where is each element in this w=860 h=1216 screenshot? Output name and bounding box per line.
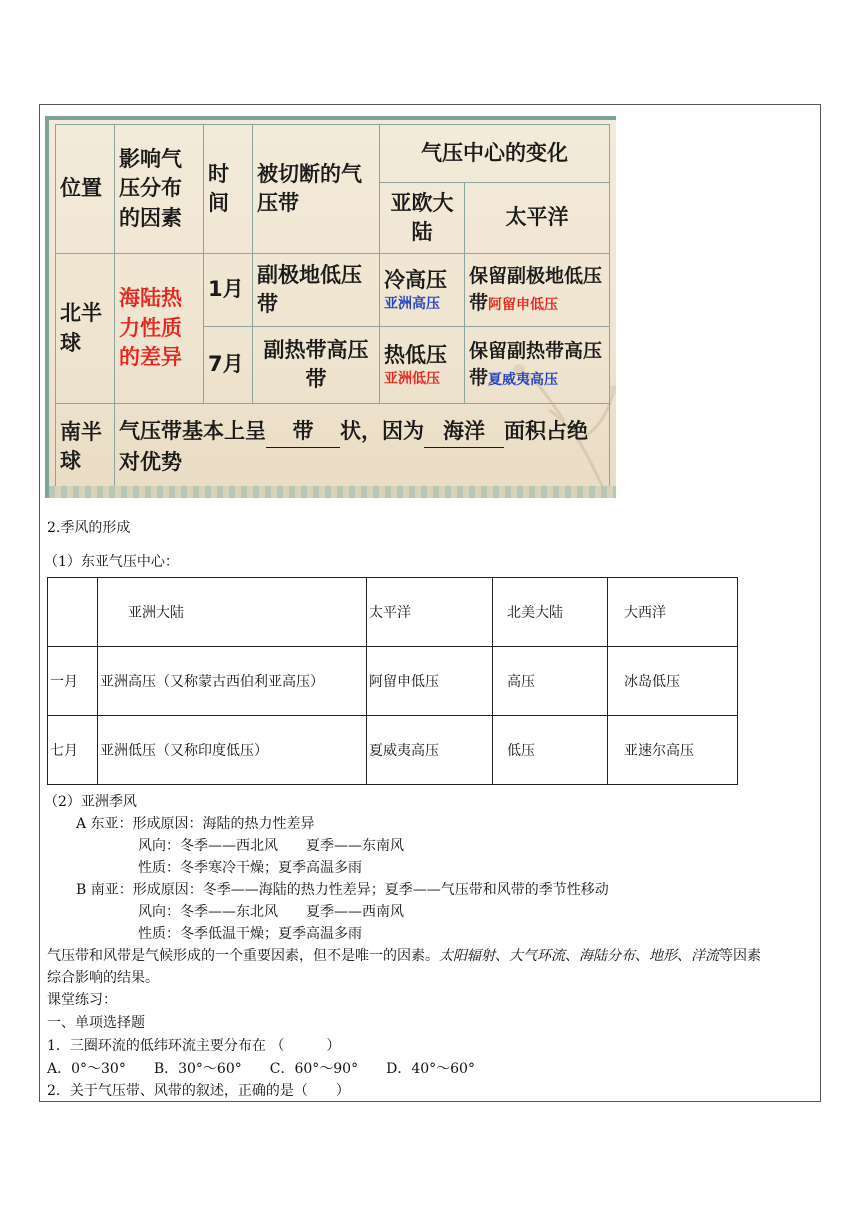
header-eurasia: 亚欧大陆 [380, 183, 465, 254]
header-pressure-center: 气压中心的变化 [380, 125, 610, 183]
part1-title: 一、单项选择题 [47, 1015, 145, 1031]
header-pacific: 太平洋 [465, 183, 610, 254]
summary-text: 气压带和风带是气候形成的一个重要因素，但不是唯一的因素。 [47, 948, 439, 964]
jul-atlantic-value: 亚速尔高压 [608, 716, 738, 785]
question-2: 2．关于气压带、风带的叙述，正确的是（ ） [47, 1083, 350, 1099]
time-january: 1月 [204, 254, 253, 327]
pressure-center-table [55, 124, 610, 491]
header-pacific-ocean: 太平洋 [367, 578, 493, 647]
jul-cut-belt: 副热带高压带 [253, 327, 380, 404]
jul-pacific-value: 保留副热带高压带 [469, 340, 603, 389]
jul-asia-value: 亚洲低压（又称印度低压） [98, 716, 367, 785]
south-asia-nature: 性质：冬季低温干燥；夏季高温多雨 [138, 926, 362, 942]
factor-land-sea-distribution: 海陆分布 [579, 948, 635, 964]
row-january: 一月 [48, 647, 98, 716]
slide-image [45, 116, 616, 498]
factor-ocean-currents: 洋流 [691, 948, 719, 964]
south-text-3: 面积占绝对优势 [119, 419, 588, 474]
separator: 、 [635, 948, 649, 964]
header-empty [48, 578, 98, 647]
row-south-hemisphere: 南半球 [56, 404, 115, 491]
jul-pacific-cell [465, 327, 610, 404]
table-row [48, 647, 738, 716]
header-factor: 影响气压分布的因素 [115, 125, 204, 254]
south-blank-1: 带 [266, 417, 340, 447]
jan-cut-belt: 副极地低压带 [253, 254, 380, 327]
section2-title: 2.季风的形成 [47, 520, 131, 536]
table-row [48, 716, 738, 785]
jul-pacific-note: 夏威夷高压 [488, 372, 559, 388]
south-text-1: 气压带基本上呈 [119, 419, 266, 444]
jan-pacific-note: 阿留申低压 [488, 297, 559, 313]
time-july: 7月 [204, 327, 253, 404]
header-north-america: 北美大陆 [493, 578, 608, 647]
jan-asia-value: 亚洲高压（又称蒙古西伯利亚高压） [98, 647, 367, 716]
question-1-options: A．0°～30° B．30°～60° C．60°～90° D．40°～60° [47, 1061, 475, 1077]
exercise-title: 课堂练习： [47, 992, 117, 1008]
factor-atmospheric-circulation: 大气环流 [509, 948, 565, 964]
south-asia-cause: B 南亚：形成原因：冬季——海陆的热力性差异；夏季——气压带和风带的季节性移动 [76, 882, 609, 898]
separator: 、 [565, 948, 579, 964]
separator: 、 [677, 948, 691, 964]
jul-north-america-value: 低压 [493, 716, 608, 785]
summary-line-2: 综合影响的结果。 [47, 970, 159, 986]
row-north-hemisphere: 北半球 [56, 254, 115, 404]
factor-land-sea: 海陆热力性质的差异 [115, 254, 204, 404]
slide-bottom-band [49, 486, 616, 498]
question-1: 1．三圈环流的低纬环流主要分布在 （ ） [47, 1038, 341, 1054]
summary-line-1 [47, 946, 761, 966]
header-atlantic: 大西洋 [608, 578, 738, 647]
south-blank-2: 海洋 [424, 417, 504, 447]
separator: 、 [495, 948, 509, 964]
jan-pacific-value: 阿留申低压 [367, 647, 493, 716]
east-asia-cause: A 东亚：形成原因：海陆的热力性差异 [76, 816, 315, 832]
header-position: 位置 [56, 125, 115, 254]
header-time: 时间 [204, 125, 253, 254]
jan-pacific-value: 保留副极地低压带 [469, 265, 603, 314]
header-asia-continent: 亚洲大陆 [98, 578, 367, 647]
jan-north-america-value: 高压 [493, 647, 608, 716]
jul-eurasia-note: 亚洲低压 [384, 370, 440, 387]
jul-eurasia-cell [380, 327, 465, 404]
east-asia-pressure-table [47, 577, 738, 785]
summary-text-end: 等因素 [719, 948, 761, 964]
east-asia-nature: 性质：冬季寒冷干燥；夏季高温多雨 [138, 860, 362, 876]
east-asia-wind: 风向：冬季——西北风 夏季——东南风 [138, 838, 404, 854]
factor-terrain: 地形 [649, 948, 677, 964]
sub1-title: （1）东亚气压中心： [44, 554, 179, 570]
south-asia-wind: 风向：冬季——东北风 夏季——西南风 [138, 904, 404, 920]
jan-eurasia-value: 冷高压 [384, 267, 447, 292]
factor-solar-radiation: 太阳辐射 [439, 948, 495, 964]
header-cut-belt: 被切断的气压带 [253, 125, 380, 254]
south-text-2: 状，因为 [340, 419, 424, 444]
row-july: 七月 [48, 716, 98, 785]
table-row [48, 578, 738, 647]
jul-eurasia-value: 热低压 [384, 342, 447, 367]
south-description [115, 404, 610, 491]
sub2-title: （2）亚洲季风 [44, 794, 137, 810]
jan-pacific-cell [465, 254, 610, 327]
jan-eurasia-cell [380, 254, 465, 327]
jan-atlantic-value: 冰岛低压 [608, 647, 738, 716]
jul-pacific-value: 夏威夷高压 [367, 716, 493, 785]
jan-eurasia-note: 亚洲高压 [384, 295, 440, 312]
